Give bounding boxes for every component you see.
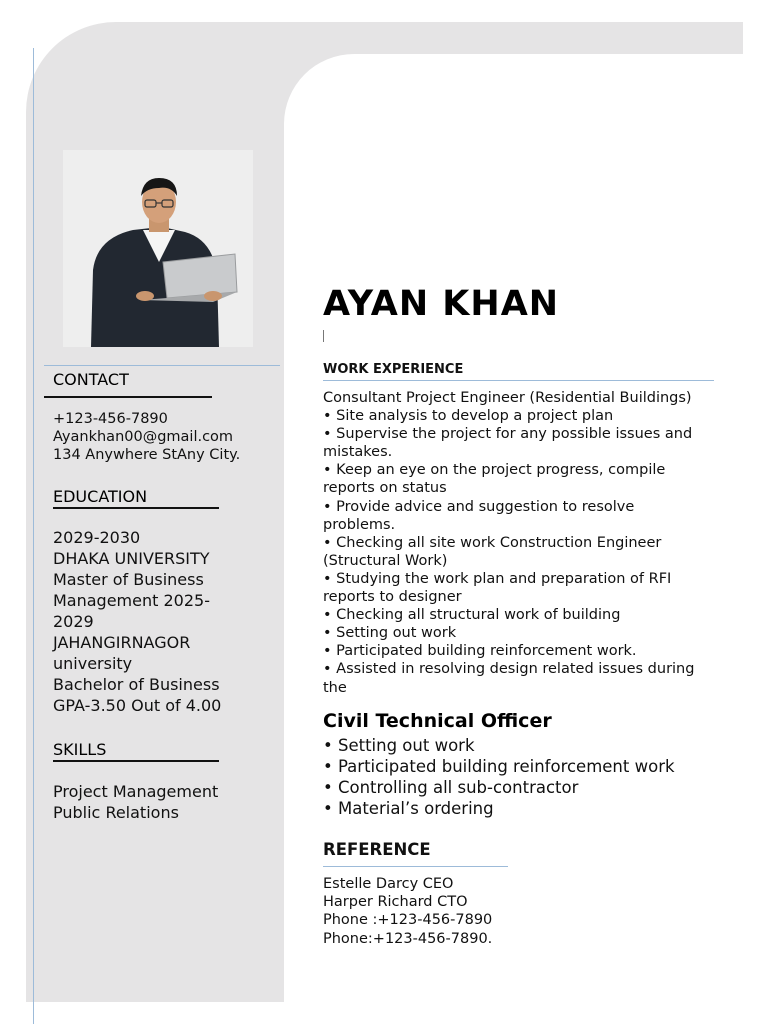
work-line: • Keep an eye on the project progress, compile [323,462,666,479]
reference-list [323,875,623,948]
skill-item: Public Relations [53,803,179,822]
education-rule [53,507,219,509]
work-experience-rule [323,380,714,381]
reference-line: Phone:+123-456-7890. [323,930,493,947]
work-line: (Structural Work) [323,552,448,569]
education-heading: EDUCATION [53,487,148,506]
person-with-laptop-icon [63,150,253,347]
work-line: • Checking all site work Construction Engineer [323,534,662,551]
work-experience-heading: WORK EXPERIENCE [323,362,464,377]
reference-rule [323,866,508,867]
work-line: • Site analysis to develop a project plan [323,408,614,425]
work-line: • Studying the work plan and preparation of RFI [323,570,672,587]
education-line: Bachelor of Business [53,675,220,694]
work-line: reports to designer [323,589,462,606]
education-line: Master of Business [53,570,204,589]
work-line: problems. [323,516,396,533]
education-line: DHAKA UNIVERSITY [53,549,210,568]
contact-heading: CONTACT [53,370,129,389]
skills-heading: SKILLS [53,740,107,759]
work-line: • Assisted in resolving design related issues during [323,661,695,678]
education-line: GPA-3.50 Out of 4.00 [53,696,222,715]
work-line: • Setting out work [323,625,457,642]
work-line: • Participated building reinforcement work. [323,643,637,660]
reference-line: Harper Richard CTO [323,894,468,911]
work-line: the [323,679,347,696]
reference-line: Estelle Darcy CEO [323,876,454,892]
profile-photo [63,150,253,347]
text-cursor-mark [323,330,324,342]
sidebar-separator [44,365,280,366]
reference-heading: REFERENCE [323,840,431,859]
work-line: • Checking all structural work of building [323,607,621,624]
civil-list [323,735,743,819]
reference-line: Phone :+123-456-7890 [323,912,493,929]
skills-rule [53,760,219,762]
contact-email: Ayankhan00@gmail.com [53,429,234,445]
left-accent-line [33,48,34,1024]
civil-line: • Participated building reinforcement work [323,757,675,777]
skills-list [53,781,218,823]
work-line: mistakes. [323,444,393,461]
candidate-name: AYAN KHAN [323,284,560,324]
contact-rule [44,396,212,398]
work-line: reports on status [323,480,447,497]
education-details [53,527,221,716]
contact-address: 134 Anywhere StAny City. [53,447,241,463]
civil-line: • Controlling all sub-contractor [323,778,579,798]
education-line: JAHANGIRNAGOR [53,633,191,652]
work-experience-list [323,389,723,697]
work-line: • Supervise the project for any possible issues and [323,426,693,443]
civil-line: • Setting out work [323,736,475,755]
education-line: 2029 [53,612,94,631]
work-line: • Provide advice and suggestion to resolve [323,498,635,515]
education-line: Management 2025- [53,591,210,610]
work-line: Consultant Project Engineer (Residential Buildings) [323,390,692,406]
contact-details [53,410,240,464]
civil-title: Civil Technical Officer [323,710,552,732]
education-line: university [53,654,133,673]
civil-line: • Material’s ordering [323,799,494,819]
skill-item: Project Management [53,782,219,801]
contact-phone: +123-456-7890 [53,411,168,427]
education-line: 2029-2030 [53,528,141,547]
